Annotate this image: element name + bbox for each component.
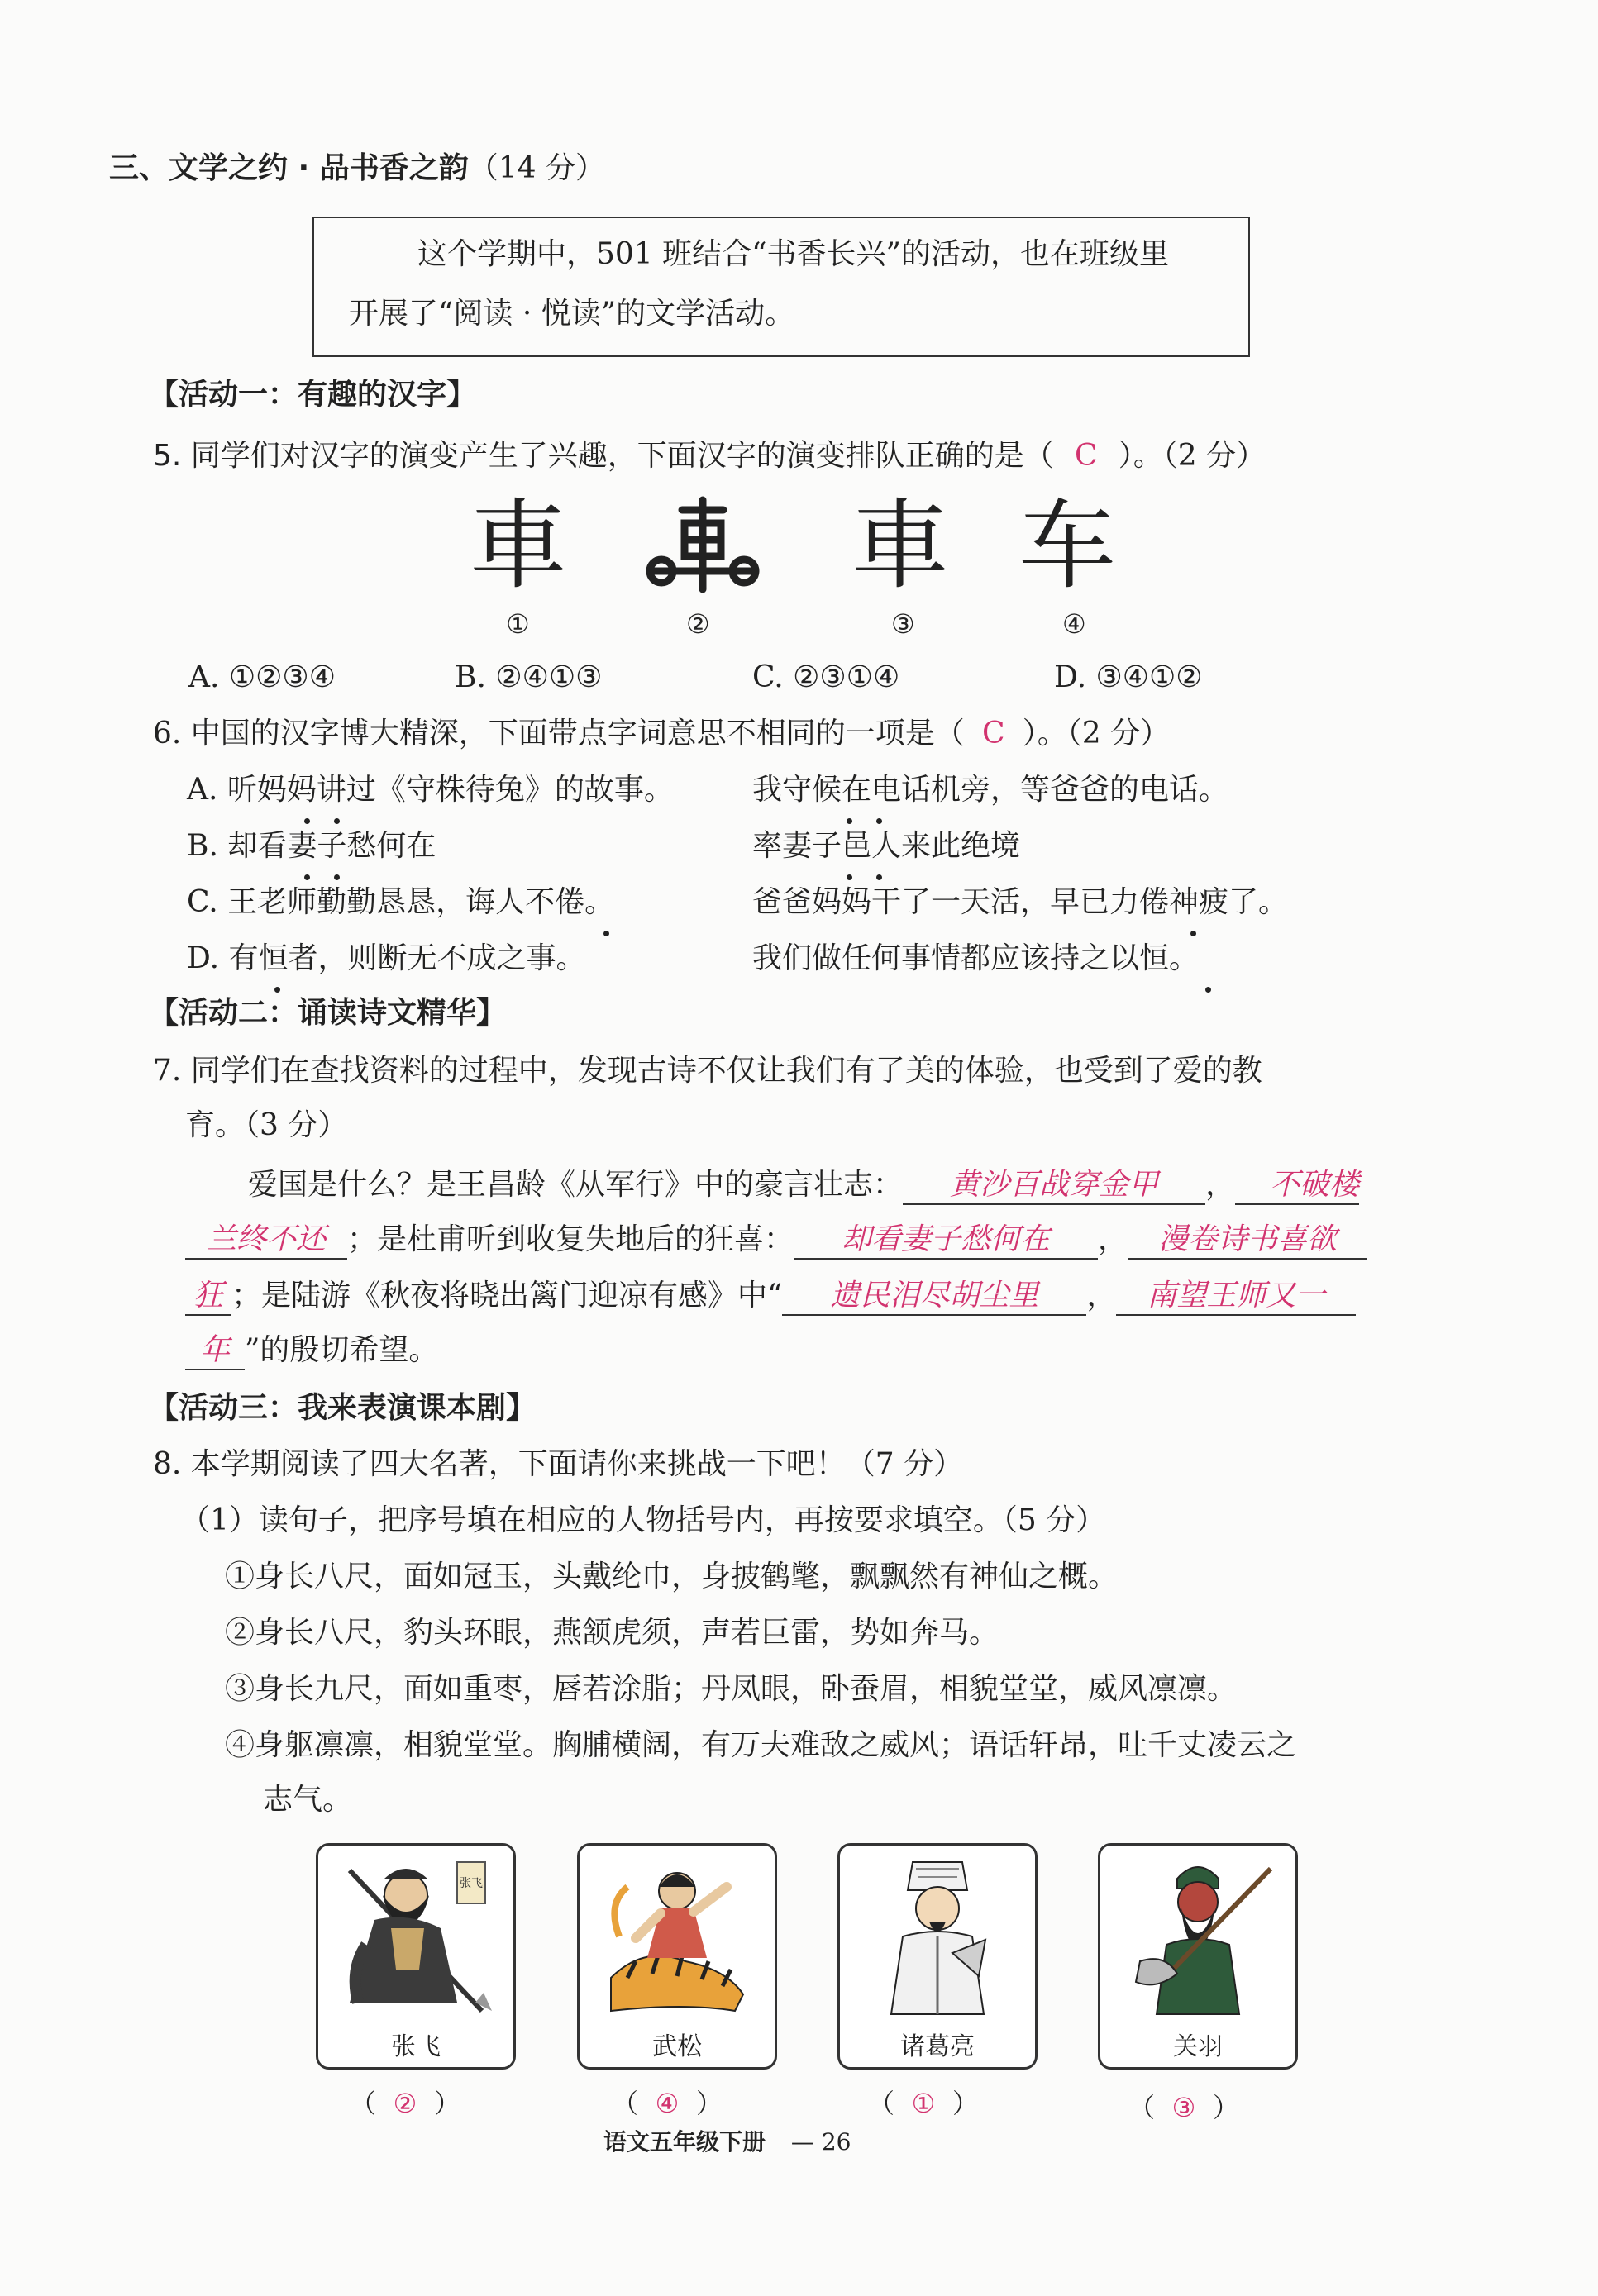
character-name-zhangfei: 张飞 <box>391 2032 441 2061</box>
character-paren-zhangfei <box>350 2083 460 2121</box>
q6-row-d-right: 我们做任何事情都应该持之以恒。 <box>752 941 1200 975</box>
emphasis-dot <box>1190 931 1196 936</box>
q5-option-c: C. ②③①④ <box>752 660 900 694</box>
q6-row-c-left: C. 王老师勤勤恳恳，诲人不倦。 <box>187 885 615 919</box>
paren-close: ） <box>434 2088 461 2119</box>
guanyu-illustration-icon <box>1115 1854 1281 2019</box>
character-card-guanyu <box>1098 1843 1298 2070</box>
q5-stem-after: ）。（2 分） <box>1118 439 1266 473</box>
activity-1-heading: 【活动一：有趣的汉字】 <box>149 378 477 412</box>
q5-option-a: A. ①②③④ <box>188 660 336 694</box>
q6-row-b-right: 率妻子邑人来此绝境 <box>752 829 1021 863</box>
wusong-illustration-icon <box>594 1854 760 2019</box>
answer-zhangfei: ② <box>393 2088 417 2119</box>
q8-sub-1: （1）读句子，把序号填在相应的人物括号内，再按要求填空。（5 分） <box>180 1503 1106 1537</box>
q5-option-d: D. ③④①② <box>1054 660 1203 694</box>
q7-answer-2a: 不破楼 <box>1235 1167 1359 1205</box>
q7-comma: ， <box>1098 1222 1128 1256</box>
q7-line-3 <box>185 1278 1356 1316</box>
glyph-3: 車 <box>851 488 950 603</box>
emphasis-dot <box>334 874 340 880</box>
emphasis-dot <box>876 818 882 824</box>
emphasis-dot <box>847 874 852 880</box>
q7-stem-line-2: 育。（3 分） <box>185 1108 348 1142</box>
answer-wusong: ④ <box>655 2088 680 2119</box>
q5-answer: C <box>1075 439 1098 473</box>
q7-prompt-1: 爱国是什么？是王昌龄《从军行》中的豪言壮志： <box>248 1168 904 1202</box>
paren-open: （ <box>612 2088 639 2119</box>
q7-comma: ， <box>1086 1279 1117 1312</box>
character-card-zhugeliang <box>837 1843 1038 2070</box>
q7-prompt-2: ；是杜甫听到收复失地后的狂喜： <box>347 1222 794 1256</box>
emphasis-dot <box>304 818 310 824</box>
intro-line-2: 开展了“阅读 · 悦读”的文学活动。 <box>349 297 795 331</box>
section-score: （14 分） <box>468 151 606 185</box>
q6-row-d-left: D. 有恒者，则断无不成之事。 <box>187 941 586 975</box>
glyph-4: 车 <box>1018 488 1117 603</box>
q8-sentence-3: ③身长九尺，面如重枣，唇若涂脂；丹凤眼，卧蚕眉，相貌堂堂，威风凛凛。 <box>225 1672 1238 1706</box>
emphasis-dot <box>847 818 852 824</box>
q8-sentence-4-cont: 志气。 <box>263 1783 353 1817</box>
character-name-zhugeliang: 诸葛亮 <box>900 2032 975 2061</box>
emphasis-dot <box>274 987 280 993</box>
character-paren-wusong <box>612 2083 723 2121</box>
q5-stem <box>153 438 1266 474</box>
q7-answer-1: 黄沙百战穿金甲 <box>903 1167 1205 1205</box>
zhangfei-tag: 张飞 <box>460 1877 483 1890</box>
q7-answer-6a: 南望王师又一 <box>1116 1278 1356 1316</box>
q6-answer: C <box>982 717 1005 750</box>
q6-row-b-left: B. 却看妻子愁何在 <box>187 829 436 863</box>
q6-row-c-right: 爸爸妈妈干了一天活，早已力倦神疲了。 <box>752 885 1289 919</box>
ancient-glyph-icon <box>645 492 761 599</box>
q7-comma: ， <box>1205 1168 1236 1202</box>
q7-line-1 <box>248 1167 1359 1205</box>
zhangfei-illustration-icon <box>333 1854 498 2019</box>
intro-line-1: 这个学期中，501 班结合“书香长兴”的活动，也在班级里 <box>417 237 1169 271</box>
paren-close: ） <box>1213 2092 1240 2123</box>
q8-sentence-2: ②身长八尺，豹头环眼，燕颔虎须，声若巨雷，势如奔马。 <box>225 1616 999 1650</box>
q7-line-4 <box>185 1332 438 1370</box>
emphasis-dot <box>603 931 609 936</box>
glyph-2 <box>645 492 761 625</box>
glyph-label-3: ③ <box>891 608 915 640</box>
q6-stem-after: ）。（2 分） <box>1022 717 1171 750</box>
q7-answer-3: 却看妻子愁何在 <box>794 1222 1098 1260</box>
character-card-zhangfei <box>316 1843 516 2070</box>
q7-answer-4a: 漫卷诗书喜欲 <box>1128 1222 1367 1260</box>
section-title <box>109 150 605 187</box>
paren-close: ） <box>952 2088 980 2119</box>
q6-row-a-left: A. 听妈妈讲过《守株待兔》的故事。 <box>187 773 674 807</box>
footer-book: 语文五年级下册 <box>603 2128 766 2155</box>
q7-answer-5: 遗民泪尽胡尘里 <box>782 1278 1086 1316</box>
q8-sentence-1: ①身长八尺，面如冠玉，头戴纶巾，身披鹤氅，飘飘然有神仙之概。 <box>225 1560 1119 1593</box>
section-title-text: 三、文学之约 · 品书香之韵 <box>109 151 469 185</box>
q7-answer-2b: 兰终不还 <box>185 1222 347 1260</box>
q7-line-2 <box>185 1222 1367 1260</box>
q6-stem-before: 6. 中国的汉字博大精深，下面带点字词意思不相同的一项是（ <box>153 717 965 750</box>
q8-stem: 8. 本学期阅读了四大名著，下面请你来挑战一下吧！（7 分） <box>153 1447 964 1481</box>
emphasis-dot <box>876 874 882 880</box>
q8-sentence-4: ④身躯凛凛，相貌堂堂。胸脯横阔，有万夫难敌之威风；语话轩昂，吐千丈凌云之 <box>225 1728 1297 1762</box>
emphasis-dot <box>304 874 310 880</box>
character-name-guanyu: 关羽 <box>1173 2032 1223 2061</box>
page-footer <box>603 2124 851 2157</box>
character-paren-guanyu <box>1128 2087 1239 2125</box>
q6-stem <box>153 716 1170 752</box>
character-name-wusong: 武松 <box>652 2032 702 2061</box>
q7-stem-line-1: 7. 同学们在查找资料的过程中，发现古诗不仅让我们有了美的体验，也受到了爱的教 <box>153 1054 1262 1088</box>
glyph-label-1: ① <box>506 608 530 640</box>
emphasis-dot <box>334 818 340 824</box>
page-number: — 26 <box>790 2128 851 2155</box>
character-paren-zhugeliang <box>868 2083 979 2121</box>
glyph-label-2: ② <box>686 608 710 640</box>
character-card-wusong <box>577 1843 777 2070</box>
activity-2-heading: 【活动二：诵读诗文精华】 <box>149 996 507 1030</box>
paren-open: （ <box>350 2088 377 2119</box>
q7-prompt-3: ；是陆游《秋夜将晓出篱门迎凉有感》中“ <box>231 1279 783 1312</box>
paren-open: （ <box>868 2088 895 2119</box>
emphasis-dot <box>1205 987 1211 993</box>
zhugeliang-illustration-icon <box>855 1854 1020 2019</box>
answer-guanyu: ③ <box>1171 2092 1196 2123</box>
q5-option-b: B. ②④①③ <box>455 660 603 694</box>
glyph-label-4: ④ <box>1062 608 1086 640</box>
q7-answer-6b: 年 <box>185 1332 245 1370</box>
q5-stem-before: 5. 同学们对汉字的演变产生了兴趣，下面汉字的演变排队正确的是（ <box>153 439 1054 473</box>
q7-prompt-4: ”的殷切希望。 <box>245 1333 439 1367</box>
q7-answer-4b: 狂 <box>185 1278 231 1316</box>
answer-zhugeliang: ① <box>911 2088 936 2119</box>
q6-row-a-right: 我守候在电话机旁，等爸爸的电话。 <box>752 773 1229 807</box>
glyph-1: 車 <box>470 488 568 603</box>
paren-open: （ <box>1128 2092 1156 2123</box>
activity-3-heading: 【活动三：我来表演课本剧】 <box>149 1391 537 1425</box>
paren-close: ） <box>696 2088 723 2119</box>
